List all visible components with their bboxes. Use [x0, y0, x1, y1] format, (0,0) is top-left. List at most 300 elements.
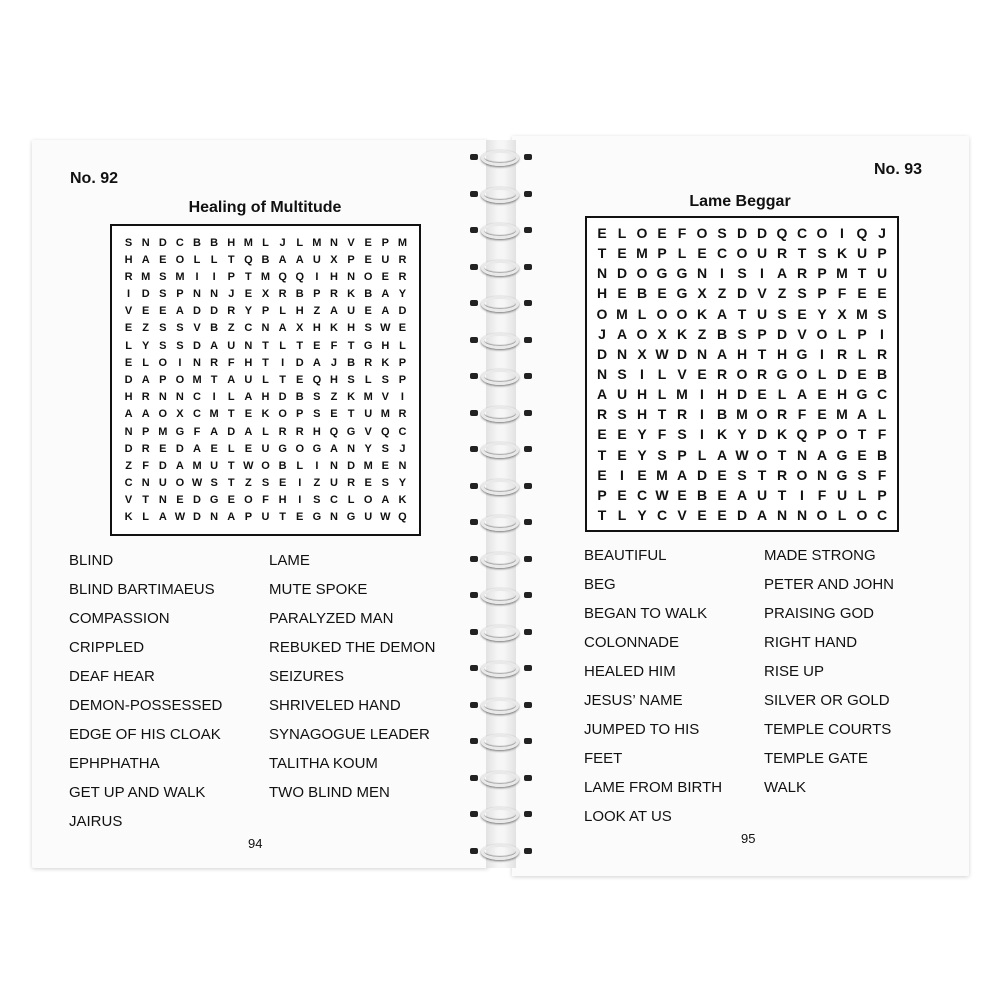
grid-letter: I — [640, 365, 644, 382]
grid-letter: G — [209, 494, 219, 507]
grid-letter: M — [243, 236, 253, 249]
grid-letter: E — [597, 225, 607, 242]
spiral-coil — [481, 296, 519, 312]
grid-letter: U — [261, 511, 270, 524]
grid-letter: R — [876, 345, 888, 362]
grid-letter: S — [797, 285, 807, 302]
grid-letter: U — [836, 486, 848, 503]
grid-letter: D — [278, 391, 287, 404]
grid-letter: H — [636, 386, 648, 403]
word-list-item: FEET — [584, 750, 623, 767]
grid-letter: E — [857, 365, 867, 382]
grid-letter: A — [329, 442, 338, 455]
binding-hole — [470, 738, 478, 744]
word-list-item: JAIRUS — [69, 813, 123, 830]
grid-letter: Z — [227, 322, 235, 335]
word-list-item: CRIPPLED — [69, 639, 145, 656]
grid-letter: H — [381, 339, 390, 352]
binding-hole — [524, 337, 532, 343]
grid-letter: H — [636, 406, 648, 423]
grid-letter: L — [262, 425, 269, 438]
grid-letter: L — [347, 494, 355, 507]
grid-letter: N — [347, 442, 356, 455]
grid-letter: G — [656, 265, 668, 282]
grid-letter: D — [736, 225, 748, 242]
grid-letter: A — [676, 466, 688, 483]
grid-letter: D — [124, 442, 133, 455]
grid-letter: F — [227, 356, 235, 369]
grid-letter: P — [313, 288, 321, 301]
grid-letter: R — [398, 408, 407, 421]
grid-letter: Y — [637, 426, 647, 443]
grid-letter: L — [877, 406, 887, 423]
grid-letter: O — [175, 477, 185, 490]
grid-letter: F — [877, 426, 887, 443]
grid-letter: S — [159, 322, 167, 335]
grid-letter: P — [244, 511, 253, 524]
grid-letter: S — [617, 406, 627, 423]
grid-letter: T — [262, 356, 269, 369]
grid-letter: W — [380, 322, 391, 335]
grid-letter: V — [347, 236, 355, 249]
grid-letter: A — [124, 408, 133, 421]
word-list-item: MUTE SPOKE — [269, 581, 368, 598]
word-list-item: TWO BLIND MEN — [269, 784, 390, 801]
grid-letter: E — [398, 322, 407, 335]
grid-letter: U — [244, 373, 253, 386]
grid-letter: M — [736, 406, 748, 423]
spiral-coil — [481, 807, 519, 823]
grid-letter: I — [315, 459, 319, 472]
grid-letter: E — [817, 386, 827, 403]
grid-letter: P — [597, 486, 607, 503]
grid-letter: E — [617, 446, 627, 463]
grid-letter: Y — [817, 305, 827, 322]
grid-letter: O — [278, 408, 287, 421]
grid-letter: A — [776, 265, 788, 282]
grid-letter: L — [193, 253, 201, 266]
grid-letter: L — [227, 442, 235, 455]
grid-letter: Z — [245, 477, 252, 490]
grid-letter: I — [400, 391, 404, 404]
binding-hole — [470, 811, 478, 817]
grid-letter: M — [158, 425, 168, 438]
grid-letter: O — [295, 442, 304, 455]
grid-letter: I — [298, 477, 302, 490]
grid-letter: X — [637, 345, 647, 362]
word-list-item: BEG — [584, 576, 616, 593]
grid-letter: K — [836, 245, 848, 262]
grid-letter: S — [261, 477, 270, 490]
grid-letter: C — [193, 391, 201, 404]
grid-letter: B — [364, 288, 373, 301]
grid-letter: V — [193, 322, 201, 335]
grid-letter: R — [776, 406, 788, 423]
binding-hole — [470, 556, 478, 562]
grid-letter: D — [756, 426, 768, 443]
grid-letter: O — [756, 406, 768, 423]
grid-letter: N — [696, 265, 708, 282]
grid-letter: K — [347, 288, 356, 301]
grid-letter: N — [616, 345, 628, 362]
grid-letter: M — [616, 305, 628, 322]
word-list-item: EPHPHATHA — [69, 755, 160, 772]
grid-letter: T — [597, 245, 607, 262]
grid-letter: I — [620, 466, 624, 483]
grid-letter: S — [857, 466, 867, 483]
grid-letter: N — [124, 425, 133, 438]
grid-letter: E — [159, 442, 167, 455]
grid-letter: P — [677, 446, 687, 463]
grid-letter: E — [244, 442, 253, 455]
grid-letter: L — [837, 506, 847, 523]
grid-letter: A — [856, 406, 868, 423]
grid-letter: V — [124, 305, 133, 318]
grid-letter: S — [817, 245, 827, 262]
grid-letter: A — [175, 459, 184, 472]
spiral-coil — [481, 734, 519, 750]
grid-letter: Q — [776, 225, 788, 242]
binding-hole — [524, 373, 532, 379]
grid-letter: D — [736, 285, 748, 302]
grid-letter: D — [141, 288, 150, 301]
grid-letter: S — [176, 322, 184, 335]
grid-letter: E — [296, 373, 304, 386]
grid-letter: R — [756, 365, 768, 382]
grid-letter: G — [312, 442, 322, 455]
grid-letter: H — [329, 270, 338, 283]
grid-letter: A — [175, 305, 184, 318]
grid-letter: L — [837, 325, 847, 342]
grid-letter: E — [142, 305, 150, 318]
page-number: 94 — [248, 836, 263, 851]
grid-letter: S — [210, 477, 218, 490]
grid-letter: O — [796, 365, 808, 382]
grid-letter: M — [856, 305, 868, 322]
grid-letter: C — [796, 225, 808, 242]
spiral-coil — [481, 406, 519, 422]
grid-letter: Z — [717, 285, 727, 302]
grid-letter: P — [817, 285, 827, 302]
grid-letter: U — [158, 477, 167, 490]
grid-letter: U — [756, 486, 768, 503]
grid-letter: T — [227, 477, 235, 490]
grid-letter: U — [856, 245, 868, 262]
grid-letter: R — [141, 391, 150, 404]
grid-letter: M — [836, 406, 848, 423]
grid-letter: I — [315, 270, 319, 283]
grid-letter: T — [797, 245, 807, 262]
grid-letter: Q — [295, 270, 304, 283]
grid-letter: O — [856, 506, 868, 523]
grid-letter: X — [176, 408, 184, 421]
grid-letter: D — [596, 345, 608, 362]
grid-letter: U — [227, 339, 236, 352]
grid-letter: C — [193, 408, 201, 421]
grid-letter: D — [616, 265, 628, 282]
grid-letter: D — [193, 494, 201, 507]
grid-letter: Z — [697, 325, 707, 342]
grid-letter: Y — [364, 442, 372, 455]
grid-letter: D — [736, 386, 748, 403]
grid-letter: F — [797, 406, 807, 423]
grid-letter: V — [364, 425, 372, 438]
grid-letter: T — [227, 408, 235, 421]
grid-letter: A — [244, 425, 253, 438]
grid-letter: L — [677, 245, 687, 262]
grid-letter: M — [656, 466, 668, 483]
grid-letter: H — [716, 386, 728, 403]
grid-letter: R — [347, 477, 356, 490]
grid-letter: E — [817, 406, 827, 423]
grid-letter: R — [796, 265, 808, 282]
grid-letter: S — [677, 426, 687, 443]
grid-letter: D — [736, 506, 748, 523]
grid-letter: E — [857, 285, 867, 302]
binding-hole — [470, 848, 478, 854]
grid-letter: X — [296, 322, 304, 335]
grid-letter: R — [278, 425, 287, 438]
grid-letter: N — [193, 356, 201, 369]
word-list-item: TEMPLE GATE — [764, 750, 868, 767]
grid-letter: N — [398, 459, 407, 472]
grid-letter: T — [347, 408, 355, 421]
grid-letter: D — [193, 339, 201, 352]
grid-letter: Z — [330, 391, 338, 404]
grid-letter: Q — [329, 425, 339, 438]
grid-letter: D — [193, 511, 201, 524]
grid-letter: H — [227, 236, 236, 249]
grid-letter: B — [210, 236, 219, 249]
grid-letter: A — [158, 511, 167, 524]
grid-letter: U — [329, 477, 338, 490]
grid-letter: A — [736, 486, 748, 503]
grid-letter: O — [836, 426, 848, 443]
grid-letter: F — [677, 225, 687, 242]
grid-letter: O — [696, 225, 708, 242]
grid-letter: G — [796, 345, 808, 362]
binding-hole — [524, 300, 532, 306]
grid-letter: B — [716, 406, 728, 423]
grid-letter: Y — [398, 477, 407, 490]
grid-letter: H — [596, 285, 608, 302]
spiral-coil — [481, 260, 519, 276]
grid-letter: Y — [398, 288, 407, 301]
word-list-item: WALK — [764, 779, 806, 796]
grid-letter: S — [159, 288, 167, 301]
grid-letter: H — [261, 391, 270, 404]
grid-letter: R — [676, 406, 688, 423]
grid-letter: J — [279, 236, 286, 249]
grid-letter: S — [617, 365, 627, 382]
grid-letter: D — [210, 305, 219, 318]
spiral-coil — [481, 661, 519, 677]
grid-letter: F — [330, 339, 338, 352]
grid-letter: B — [347, 356, 356, 369]
grid-letter: Q — [312, 373, 322, 386]
grid-letter: E — [677, 486, 687, 503]
word-list-item: EDGE OF HIS CLOAK — [69, 726, 221, 743]
grid-letter: B — [876, 446, 888, 463]
grid-letter: O — [158, 408, 168, 421]
grid-letter: T — [347, 339, 355, 352]
grid-letter: R — [776, 245, 788, 262]
grid-letter: M — [397, 236, 408, 249]
grid-letter: L — [657, 386, 667, 403]
grid-letter: L — [777, 386, 787, 403]
grid-letter: I — [195, 270, 199, 283]
binding-hole — [470, 337, 478, 343]
grid-letter: X — [261, 288, 270, 301]
grid-letter: O — [363, 270, 373, 283]
grid-letter: N — [816, 466, 828, 483]
grid-letter: F — [837, 285, 847, 302]
grid-letter: A — [716, 345, 728, 362]
grid-letter: I — [700, 426, 704, 443]
grid-letter: I — [212, 270, 216, 283]
grid-letter: G — [312, 511, 322, 524]
word-list-item — [269, 813, 469, 842]
grid-letter: B — [278, 459, 287, 472]
grid-letter: D — [227, 425, 236, 438]
grid-letter: L — [399, 339, 406, 352]
grid-letter: M — [141, 270, 151, 283]
grid-letter: V — [677, 506, 687, 523]
grid-letter: T — [597, 446, 607, 463]
grid-letter: O — [736, 365, 748, 382]
grid-letter: A — [141, 253, 150, 266]
grid-letter: E — [637, 466, 647, 483]
word-list-item: LAME — [269, 552, 310, 569]
grid-letter: L — [817, 365, 827, 382]
grid-letter: G — [278, 442, 287, 455]
word-list-item: PARALYZED MAN — [269, 610, 394, 627]
grid-letter: U — [364, 511, 373, 524]
grid-letter: A — [816, 446, 828, 463]
grid-letter: N — [329, 236, 338, 249]
grid-letter: T — [597, 506, 607, 523]
grid-letter: N — [796, 446, 808, 463]
grid-letter: N — [158, 391, 167, 404]
grid-letter: L — [296, 236, 304, 249]
word-list-item: HEALED HIM — [584, 663, 676, 680]
binding-hole — [524, 410, 532, 416]
word-list-item: GET UP AND WALK — [69, 784, 206, 801]
grid-letter: I — [212, 391, 216, 404]
grid-letter: F — [817, 486, 827, 503]
binding-hole — [524, 227, 532, 233]
grid-letter: A — [596, 386, 608, 403]
grid-letter: L — [857, 486, 867, 503]
grid-letter: R — [596, 406, 608, 423]
grid-letter: Q — [381, 425, 390, 438]
binding-hole — [470, 373, 478, 379]
word-list-item: JUMPED TO HIS — [584, 721, 700, 738]
spiral-coil — [481, 552, 519, 568]
grid-letter: W — [735, 446, 749, 463]
binding-hole — [524, 519, 532, 525]
grid-letter: A — [141, 373, 150, 386]
grid-letter: W — [243, 459, 254, 472]
grid-letter: J — [598, 325, 606, 342]
grid-letter: M — [192, 459, 202, 472]
grid-letter: E — [597, 466, 607, 483]
grid-letter: A — [716, 446, 728, 463]
grid-letter: W — [191, 477, 203, 490]
grid-letter: D — [776, 325, 788, 342]
grid-letter: L — [142, 511, 150, 524]
grid-letter: A — [210, 425, 219, 438]
grid-letter: L — [296, 459, 304, 472]
grid-letter: S — [381, 477, 389, 490]
grid-letter: N — [141, 477, 150, 490]
word-list-item: MADE STRONG — [764, 547, 876, 564]
grid-letter: F — [193, 425, 201, 438]
grid-letter: O — [244, 494, 253, 507]
grid-letter: V — [797, 325, 807, 342]
grid-letter: H — [312, 425, 321, 438]
binding-hole — [524, 665, 532, 671]
grid-letter: U — [756, 245, 768, 262]
grid-letter: L — [697, 446, 707, 463]
grid-letter: N — [244, 339, 253, 352]
grid-letter: L — [125, 339, 132, 352]
grid-letter: E — [313, 339, 321, 352]
grid-letter: C — [636, 486, 648, 503]
grid-letter: T — [142, 494, 150, 507]
spiral-coil — [481, 187, 519, 203]
word-list-item: COMPASSION — [69, 610, 170, 627]
grid-letter: A — [141, 408, 150, 421]
grid-letter: D — [756, 225, 768, 242]
grid-letter: U — [616, 386, 628, 403]
grid-letter: B — [876, 365, 888, 382]
grid-letter: G — [346, 511, 356, 524]
grid-letter: Y — [737, 426, 747, 443]
grid-letter: A — [756, 506, 768, 523]
grid-letter: E — [364, 477, 372, 490]
word-list-item: REBUKED THE DEMON — [269, 639, 436, 656]
binding-hole — [524, 264, 532, 270]
grid-letter: E — [877, 285, 887, 302]
grid-letter: F — [262, 494, 269, 507]
grid-letter: E — [210, 442, 218, 455]
word-search-grid-box — [110, 224, 421, 536]
grid-letter: A — [312, 356, 321, 369]
grid-letter: A — [381, 305, 390, 318]
grid-letter: D — [295, 356, 304, 369]
grid-letter: X — [837, 305, 847, 322]
grid-letter: X — [657, 325, 667, 342]
grid-letter: R — [329, 288, 338, 301]
grid-letter: O — [175, 253, 185, 266]
word-list-item: DEAF HEAR — [69, 668, 155, 685]
grid-letter: S — [176, 339, 184, 352]
grid-letter: M — [260, 270, 271, 283]
grid-letter: L — [617, 506, 627, 523]
grid-letter: R — [124, 270, 133, 283]
grid-letter: S — [717, 225, 727, 242]
grid-letter: C — [876, 506, 888, 523]
binding-hole — [524, 191, 532, 197]
grid-letter: E — [757, 386, 767, 403]
grid-letter: D — [398, 305, 407, 318]
grid-letter: E — [124, 322, 133, 335]
grid-letter: T — [777, 486, 787, 503]
grid-letter: P — [757, 325, 767, 342]
grid-letter: K — [329, 322, 338, 335]
grid-letter: K — [676, 325, 688, 342]
